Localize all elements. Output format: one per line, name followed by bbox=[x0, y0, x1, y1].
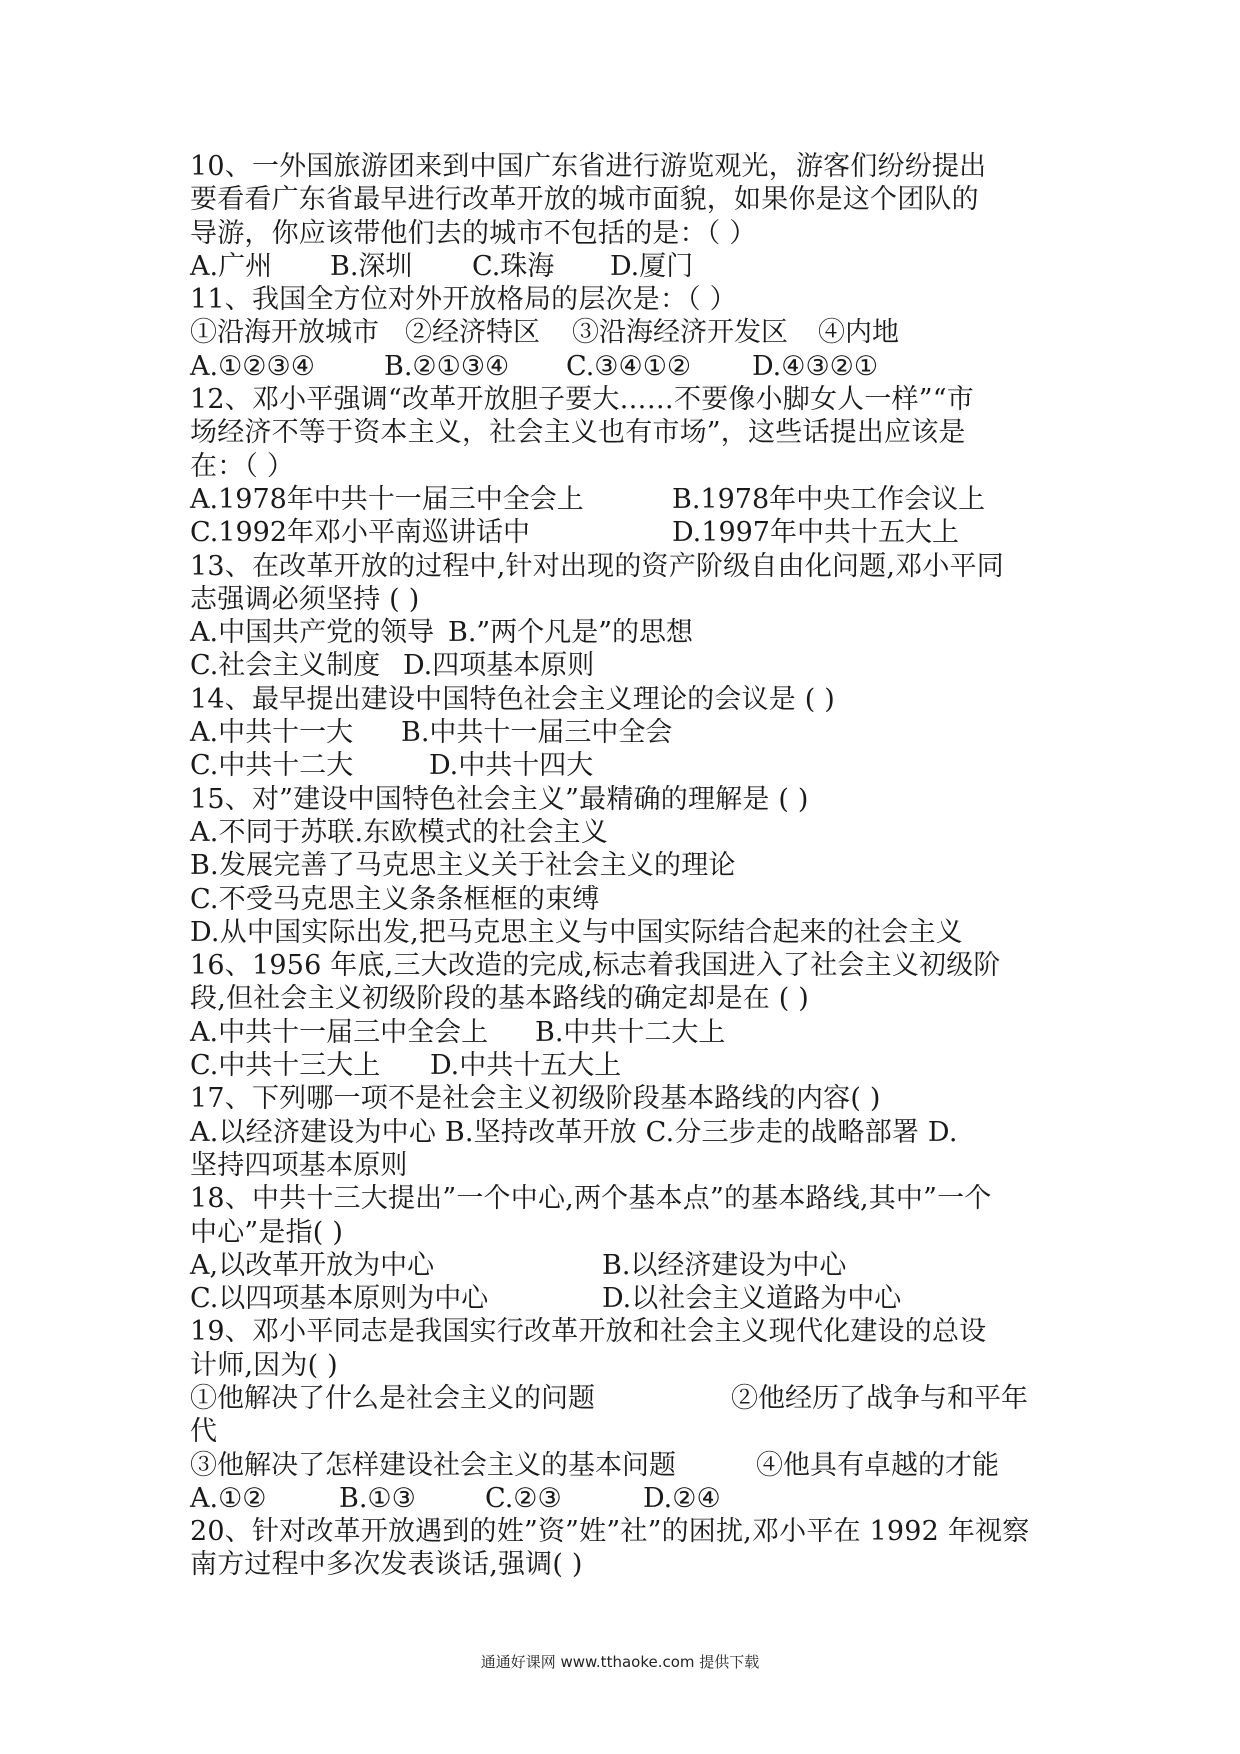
q17-options-line-2: 坚持四项基本原则 bbox=[190, 1149, 408, 1181]
q10-options bbox=[190, 250, 1070, 283]
q10-stem-line-3: 导游，你应该带他们去的城市不包括的是：（ ） bbox=[190, 217, 757, 249]
q18-options-row-1 bbox=[190, 1249, 1070, 1282]
q14-option-d: D.中共十四大 bbox=[429, 750, 594, 782]
q11-items bbox=[190, 316, 1070, 349]
q11-stem: 11、我国全方位对外开放格局的层次是：（ ） bbox=[190, 284, 737, 316]
q16-options-row-1 bbox=[190, 1016, 1070, 1049]
q19-option-a: A.①② bbox=[190, 1482, 267, 1514]
q18-option-d: D.以社会主义道路为中心 bbox=[602, 1283, 902, 1315]
q14-option-a: A.中共十一大 bbox=[190, 717, 354, 749]
q19-item-3: ③他解决了怎样建设社会主义的基本问题 bbox=[190, 1449, 676, 1481]
exam-page bbox=[190, 150, 1070, 1582]
q12-option-a: A.1978年中共十一届三中全会上 bbox=[190, 483, 584, 515]
q11-option-a: A.①②③④ bbox=[190, 350, 315, 382]
q18-option-a: A,以改革开放为中心 bbox=[190, 1249, 435, 1281]
q20-stem-line-1: 20、针对改革开放遇到的姓”资”姓”社”的困扰,邓小平在 1992 年视察 bbox=[190, 1516, 1030, 1548]
q16-stem-line-1: 16、1956 年底,三大改造的完成,标志着我国进入了社会主义初级阶 bbox=[190, 950, 1001, 982]
q15-option-c: C.不受马克思主义条条框框的束缚 bbox=[190, 883, 600, 915]
q10-option-a: A.广州 bbox=[190, 250, 273, 282]
q19-option-d: D.②④ bbox=[643, 1482, 721, 1514]
q18-options-row-2 bbox=[190, 1282, 1070, 1315]
q10-option-b: B.深圳 bbox=[330, 250, 413, 282]
q16-stem-line-2: 段,但社会主义初级阶段的基本路线的确定却是在 ( ) bbox=[190, 983, 810, 1015]
page-footer: 通通好课网 www.tthaoke.com 提供下载 bbox=[480, 1653, 760, 1671]
q18-option-c: C.以四项基本原则为中心 bbox=[190, 1283, 489, 1315]
q10-stem-line-2: 要看看广东省最早进行改革开放的城市面貌，如果你是这个团队的 bbox=[190, 184, 979, 216]
q12-option-c: C.1992年邓小平南巡讲话中 bbox=[190, 517, 530, 549]
q12-option-b: B.1978年中央工作会议上 bbox=[672, 483, 986, 515]
q15-option-b: B.发展完善了马克思主义关于社会主义的理论 bbox=[190, 850, 736, 882]
q13-stem-line-2: 志强调必须坚持 ( ) bbox=[190, 583, 420, 615]
q11-option-b: B.②①③④ bbox=[384, 350, 510, 382]
q15-option-a: A.不同于苏联.东欧模式的社会主义 bbox=[190, 816, 609, 848]
q16-option-c: C.中共十三大上 bbox=[190, 1050, 381, 1082]
q10-stem-line-1: 10、一外国旅游团来到中国广东省进行游览观光，游客们纷纷提出 bbox=[190, 151, 987, 182]
q14-stem: 14、最早提出建设中国特色社会主义理论的会议是 ( ) bbox=[190, 683, 835, 715]
q15-stem: 15、对”建设中国特色社会主义”最精确的理解是 ( ) bbox=[190, 783, 809, 815]
q18-stem-line-2: 中心”是指( ) bbox=[190, 1216, 344, 1248]
q17-stem: 17、下列哪一项不是社会主义初级阶段基本路线的内容( ) bbox=[190, 1083, 881, 1115]
q16-option-a: A.中共十一届三中全会上 bbox=[190, 1016, 489, 1048]
q14-options-row-2 bbox=[190, 749, 1070, 782]
q19-stem-line-2: 计师,因为( ) bbox=[190, 1349, 338, 1381]
q20-stem-line-2: 南方过程中多次发表谈话,强调( ) bbox=[190, 1549, 583, 1581]
q19-item-1: ①他解决了什么是社会主义的问题 bbox=[190, 1382, 595, 1414]
q18-stem-line-1: 18、中共十三大提出”一个中心,两个基本点”的基本路线,其中”一个 bbox=[190, 1183, 992, 1215]
q13-option-c: C.社会主义制度 bbox=[190, 650, 381, 682]
q19-option-b: B.①③ bbox=[339, 1482, 416, 1514]
q17-options-line-1: A.以经济建设为中心 B.坚持改革开放 C.分三步走的战略部署 D. bbox=[190, 1116, 958, 1148]
q19-option-c: C.②③ bbox=[485, 1482, 562, 1514]
q13-options-row-1 bbox=[190, 616, 1070, 649]
q11-options bbox=[190, 350, 1070, 383]
q13-options-row-2 bbox=[190, 649, 1070, 682]
q16-options-row-2 bbox=[190, 1049, 1070, 1082]
q19-stem-line-1: 19、邓小平同志是我国实行改革开放和社会主义现代化建设的总设 bbox=[190, 1316, 987, 1348]
q12-stem-line-3: 在：（ ） bbox=[190, 450, 295, 482]
q13-option-d: D.四项基本原则 bbox=[403, 650, 595, 682]
q15-option-d: D.从中国实际出发,把马克思主义与中国实际结合起来的社会主义 bbox=[190, 916, 963, 948]
q18-option-b: B.以经济建设为中心 bbox=[602, 1249, 847, 1281]
q14-option-c: C.中共十二大 bbox=[190, 750, 354, 782]
q14-option-b: B.中共十一届三中全会 bbox=[401, 717, 673, 749]
q12-options-row-1 bbox=[190, 483, 1070, 516]
q12-options-row-2 bbox=[190, 516, 1070, 549]
q12-stem-line-1: 12、邓小平强调“改革开放胆子要大……不要像小脚女人一样”“市 bbox=[190, 384, 974, 416]
q12-option-d: D.1997年中共十五大上 bbox=[672, 517, 959, 549]
q12-stem-line-2: 场经济不等于资本主义，社会主义也有市场”，这些话提出应该是 bbox=[190, 417, 966, 449]
q19-item-2: ②他经历了战争与和平年 bbox=[731, 1382, 1028, 1414]
q14-options-row-1 bbox=[190, 716, 1070, 749]
q19-items-row-2 bbox=[190, 1449, 1070, 1482]
q11-item-2: ②经济特区 bbox=[405, 317, 540, 349]
q19-item-2-cont: 代 bbox=[190, 1416, 218, 1448]
q11-item-4: ④内地 bbox=[818, 317, 899, 349]
q19-items-row-1 bbox=[190, 1382, 1070, 1415]
q13-option-a: A.中国共产党的领导 bbox=[190, 617, 435, 649]
q13-option-b: B.”两个凡是”的思想 bbox=[448, 617, 694, 649]
q16-option-d: D.中共十五大上 bbox=[430, 1050, 622, 1082]
q10-option-d: D.厦门 bbox=[610, 250, 694, 282]
q10-option-c: C.珠海 bbox=[472, 250, 555, 282]
q11-option-d: D.④③②① bbox=[752, 350, 879, 382]
q11-option-c: C.③④①② bbox=[566, 350, 692, 382]
q16-option-b: B.中共十二大上 bbox=[535, 1016, 726, 1048]
q11-item-1: ①沿海开放城市 bbox=[190, 317, 379, 349]
q11-item-3: ③沿海经济开发区 bbox=[572, 317, 788, 349]
q19-options bbox=[190, 1482, 1070, 1515]
q19-item-4: ④他具有卓越的才能 bbox=[756, 1449, 999, 1481]
q13-stem-line-1: 13、在改革开放的过程中,针对出现的资产阶级自由化问题,邓小平同 bbox=[190, 550, 1004, 582]
